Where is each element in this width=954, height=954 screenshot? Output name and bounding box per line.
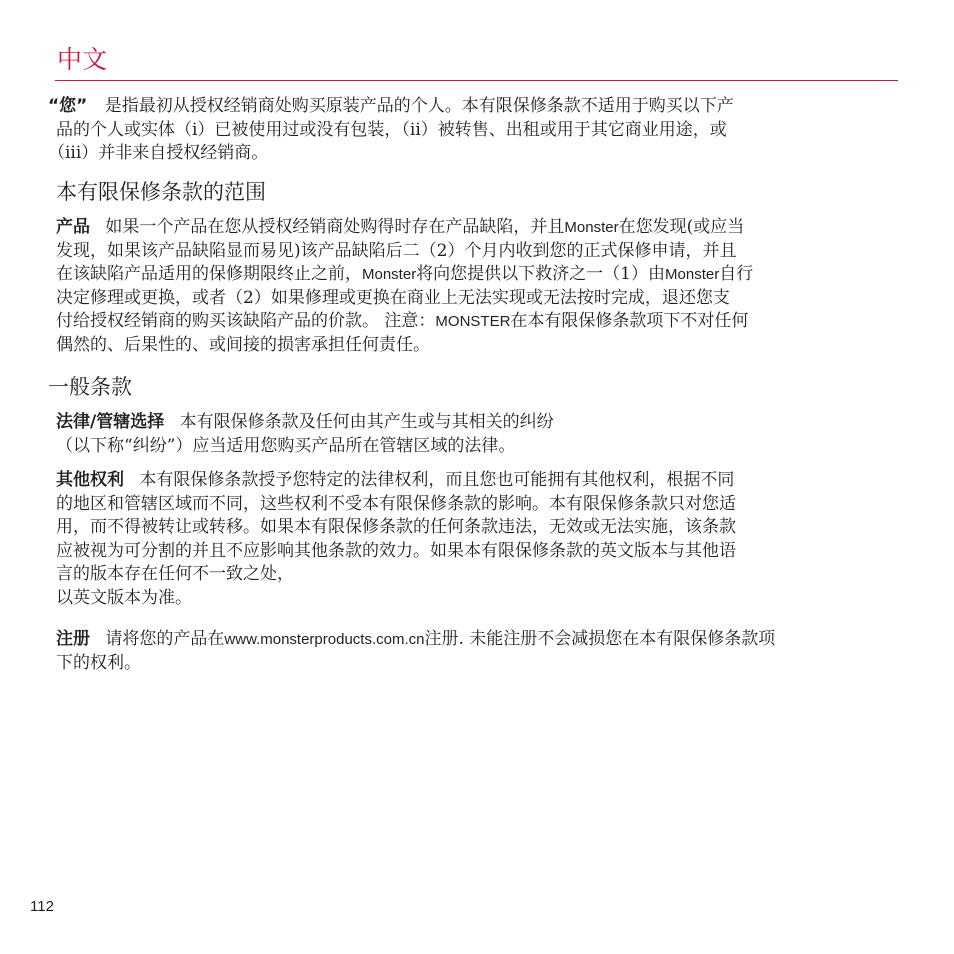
rights-line-5: 言的版本存在任何不一致之处， (56, 564, 294, 584)
definition-line-3: （iii）并非来自授权经销商。 (48, 143, 269, 163)
registration-url: www.monsterproducts.com.cn (224, 631, 425, 648)
law-line-1: 法律/管辖选择 本有限保修条款及任何由其产生或与其相关的纠纷 (56, 412, 554, 432)
scope-line-4: 决定修理或更换，或者（2）如果修理或更换在商业上无法实现或无法按时完成，退还您支 (56, 287, 730, 308)
section-heading-scope: 本有限保修条款的范围 (56, 180, 266, 204)
law-line-2: （以下称“纠纷”）应当适用您购买产品所在管辖区域的法律。 (56, 435, 516, 456)
registration-line-2: 下的权利。 (56, 652, 141, 673)
registration-paragraph (56, 628, 898, 675)
scope-line-2: 发现，如果该产品缺陷显而易见)该产品缺陷后二（2）个月内收到您的正式保修申请，并且 (56, 240, 737, 261)
page-title: 中文 (57, 45, 108, 74)
law-label: 法律/管辖选择 (56, 412, 165, 432)
scope-paragraph (56, 216, 898, 357)
page-number: 112 (30, 898, 54, 915)
rights-line-2: 的地区和管辖区域而不同，这些权利不受本有限保修条款的影响。本有限保修条款只对您适 (56, 493, 736, 514)
scope-line-1: 产品 如果一个产品在您从授权经销商处购得时存在产品缺陷，并且Monster在您发现(或应当 (56, 217, 745, 237)
rights-line-4: 应被视为可分割的并且不应影响其他条款的效力。如果本有限保修条款的英文版本与其他语 (56, 540, 736, 561)
law-paragraph (56, 411, 898, 458)
scope-label-product: 产品 (56, 217, 90, 237)
definition-paragraph (48, 95, 898, 166)
title-divider (55, 80, 898, 81)
definition-line-1: “您” 是指最初从授权经销商处购买原装产品的个人。本有限保修条款不适用于购买以下产 (48, 96, 734, 116)
definition-line-2: 品的个人或实体（i）已被使用过或没有包装，（ii）被转售、出租或用于其它商业用途，或 (56, 119, 727, 140)
scope-line-3: 在该缺陷产品适用的保修期限终止之前，Monster将向您提供以下救济之一（1）由Monster自行 (56, 264, 754, 284)
section-heading-general: 一般条款 (48, 375, 132, 399)
definition-term: “您” (48, 96, 88, 116)
rights-line-1: 其他权利 本有限保修条款授予您特定的法律权利，而且您也可能拥有其他权利，根据不同 (56, 470, 735, 490)
rights-line-3: 用，而不得被转让或转移。如果本有限保修条款的任何条款违法，无效或无法实施，该条款 (56, 517, 736, 537)
rights-line-6: 以英文版本为准。 (56, 587, 192, 608)
rights-label: 其他权利 (56, 470, 124, 490)
scope-line-6: 偶然的、后果性的、或间接的损害承担任何责任。 (56, 334, 430, 355)
registration-line-1: 注册 请将您的产品在www.monsterproducts.com.cn注册. 未能注册不会减损您在本有限保修条款项 (56, 629, 776, 649)
registration-label: 注册 (56, 629, 90, 649)
rights-paragraph (56, 469, 898, 610)
scope-line-5: 付给授权经销商的购买该缺陷产品的价款。 注意：MONSTER在本有限保修条款项下不对任何 (56, 311, 749, 331)
